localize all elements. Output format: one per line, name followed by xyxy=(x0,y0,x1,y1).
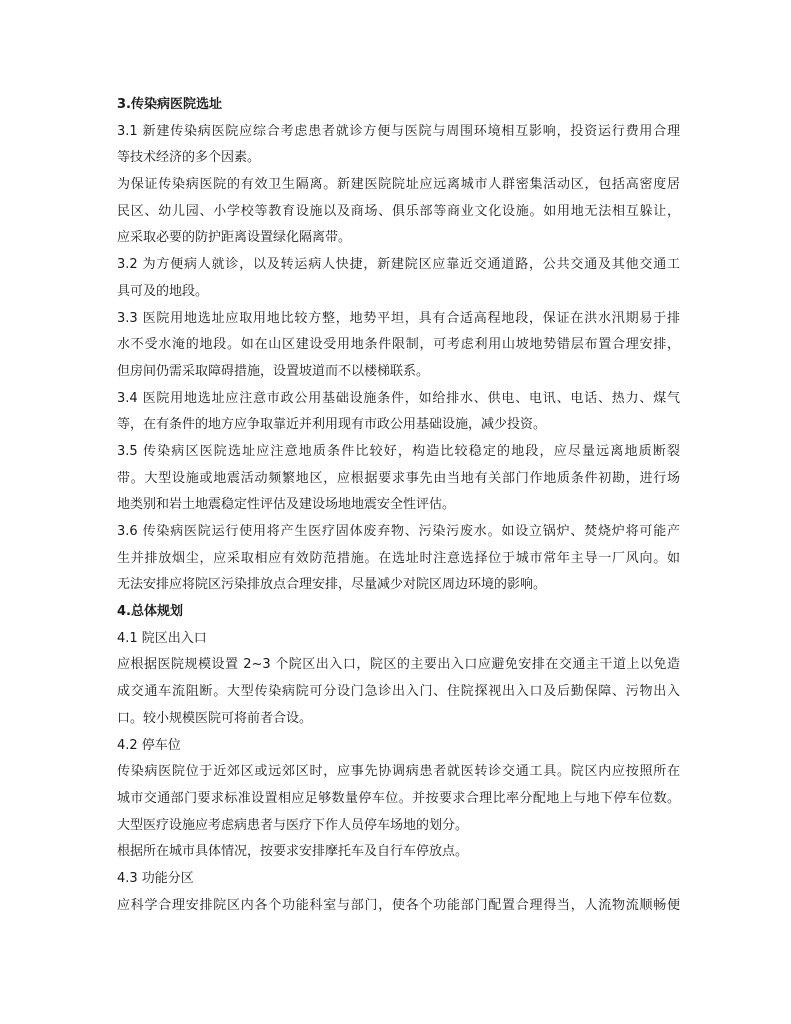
text-line: 传染病医院位于近郊区或远郊区时，应事先协调病患者就医转诊交通工具。院区内应按照所在 xyxy=(117,764,680,780)
text-line: 3.4 医院用地选址应注意市政公用基础设施条件，如给排水、供电、电讯、电话、热力、煤气 xyxy=(117,390,680,406)
text-line: 等，在有条件的地方应争取靠近并利用现有市政公用基础设施，减少投资。 xyxy=(117,417,547,433)
text-line: 应根据医院规模设置 2~3 个院区出入口，院区的主要出入口应避免安排在交通主干道上以免造 xyxy=(117,657,680,673)
text-line: 3.5 传染病区医院选址应注意地质条件比较好，构造比较稳定的地段，应尽量远离地质断裂 xyxy=(117,443,680,459)
text-line: 3.1 新建传染病医院应综合考虑患者就诊方便与医院与周围环境相互影响，投资运行费用合理 xyxy=(117,123,680,139)
text-line: 大型医疗设施应考虑病患者与医疗下作人员停车场地的划分。 xyxy=(117,817,469,833)
text-line: 3.3 医院用地选址应取用地比较方整，地势平坦，具有合适高程地段，保证在洪水汛期易于排 xyxy=(117,310,680,326)
text-line: 口。较小规模医院可将前者合设。 xyxy=(117,710,313,726)
text-line: 等技术经济的多个因素。 xyxy=(117,150,261,166)
text-line: 地类别和岩土地震稳定性评估及建设场地地震安全性评估。 xyxy=(117,497,456,513)
text-line: 3.6 传染病医院运行使用将产生医疗固体废弃物、污染污废水。如设立锅炉、焚烧炉将可能产 xyxy=(117,524,680,539)
section-heading: 3.传染病医院选址 xyxy=(117,97,222,112)
text-line: 水不受水淹的地段。如在山区建设受用地条件限制，可考虑利用山坡地势错层布置合理安排， xyxy=(117,337,680,353)
text-line: 4.3 功能分区 xyxy=(117,870,194,886)
text-line: 应科学合理安排院区内各个功能科室与部门，使各个功能部门配置合理得当，人流物流顺畅便 xyxy=(117,897,680,913)
text-line: 但房间仍需采取障碍措施，设置坡道而不以楼梯联系。 xyxy=(117,363,430,379)
document-body xyxy=(117,92,680,919)
text-line: 成交通车流阻断。大型传染病院可分设门急诊出入门、住院探视出入口及后勤保障、污物出入 xyxy=(117,684,680,700)
section-heading: 4.总体规划 xyxy=(117,604,183,620)
text-line: 无法安排应将院区污染排放点合理安排，尽量减少对院区周边环境的影响。 xyxy=(117,577,547,593)
text-line: 3.2 为方便病人就诊，以及转运病人快捷，新建院区应靠近交通道路，公共交通及其他交通工 xyxy=(117,257,680,273)
text-line: 为保证传染病医院的有效卫生隔离。新建医院院址应远离城市人群密集活动区，包括高密度居 xyxy=(117,177,680,193)
text-line: 带。大型设施或地震活动频繁地区，应根据要求事先由当地有关部门作地质条件初勘，进行场 xyxy=(117,470,680,486)
text-line: 4.1 院区出入口 xyxy=(117,630,207,646)
text-line: 城市交通部门要求标准设置相应足够数量停车位。并按要求合理比率分配地上与地下停车位数。 xyxy=(117,790,680,806)
text-line: 生并排放烟尘，应采取相应有效防范措施。在选址时注意选择位于城市常年主导一厂风向。如 xyxy=(117,550,680,566)
text-line: 民区、幼儿园、小学校等教育设施以及商场、俱乐部等商业文化设施。如用地无法相互躲让， xyxy=(117,203,680,219)
text-line: 根据所在城市具体情况，按要求安排摩托车及自行车停放点。 xyxy=(117,844,469,860)
text-line: 应采取必要的防护距离设置绿化隔离带。 xyxy=(117,230,352,246)
text-line: 4.2 停车位 xyxy=(117,737,181,753)
text-line: 具可及的地段。 xyxy=(117,283,209,299)
